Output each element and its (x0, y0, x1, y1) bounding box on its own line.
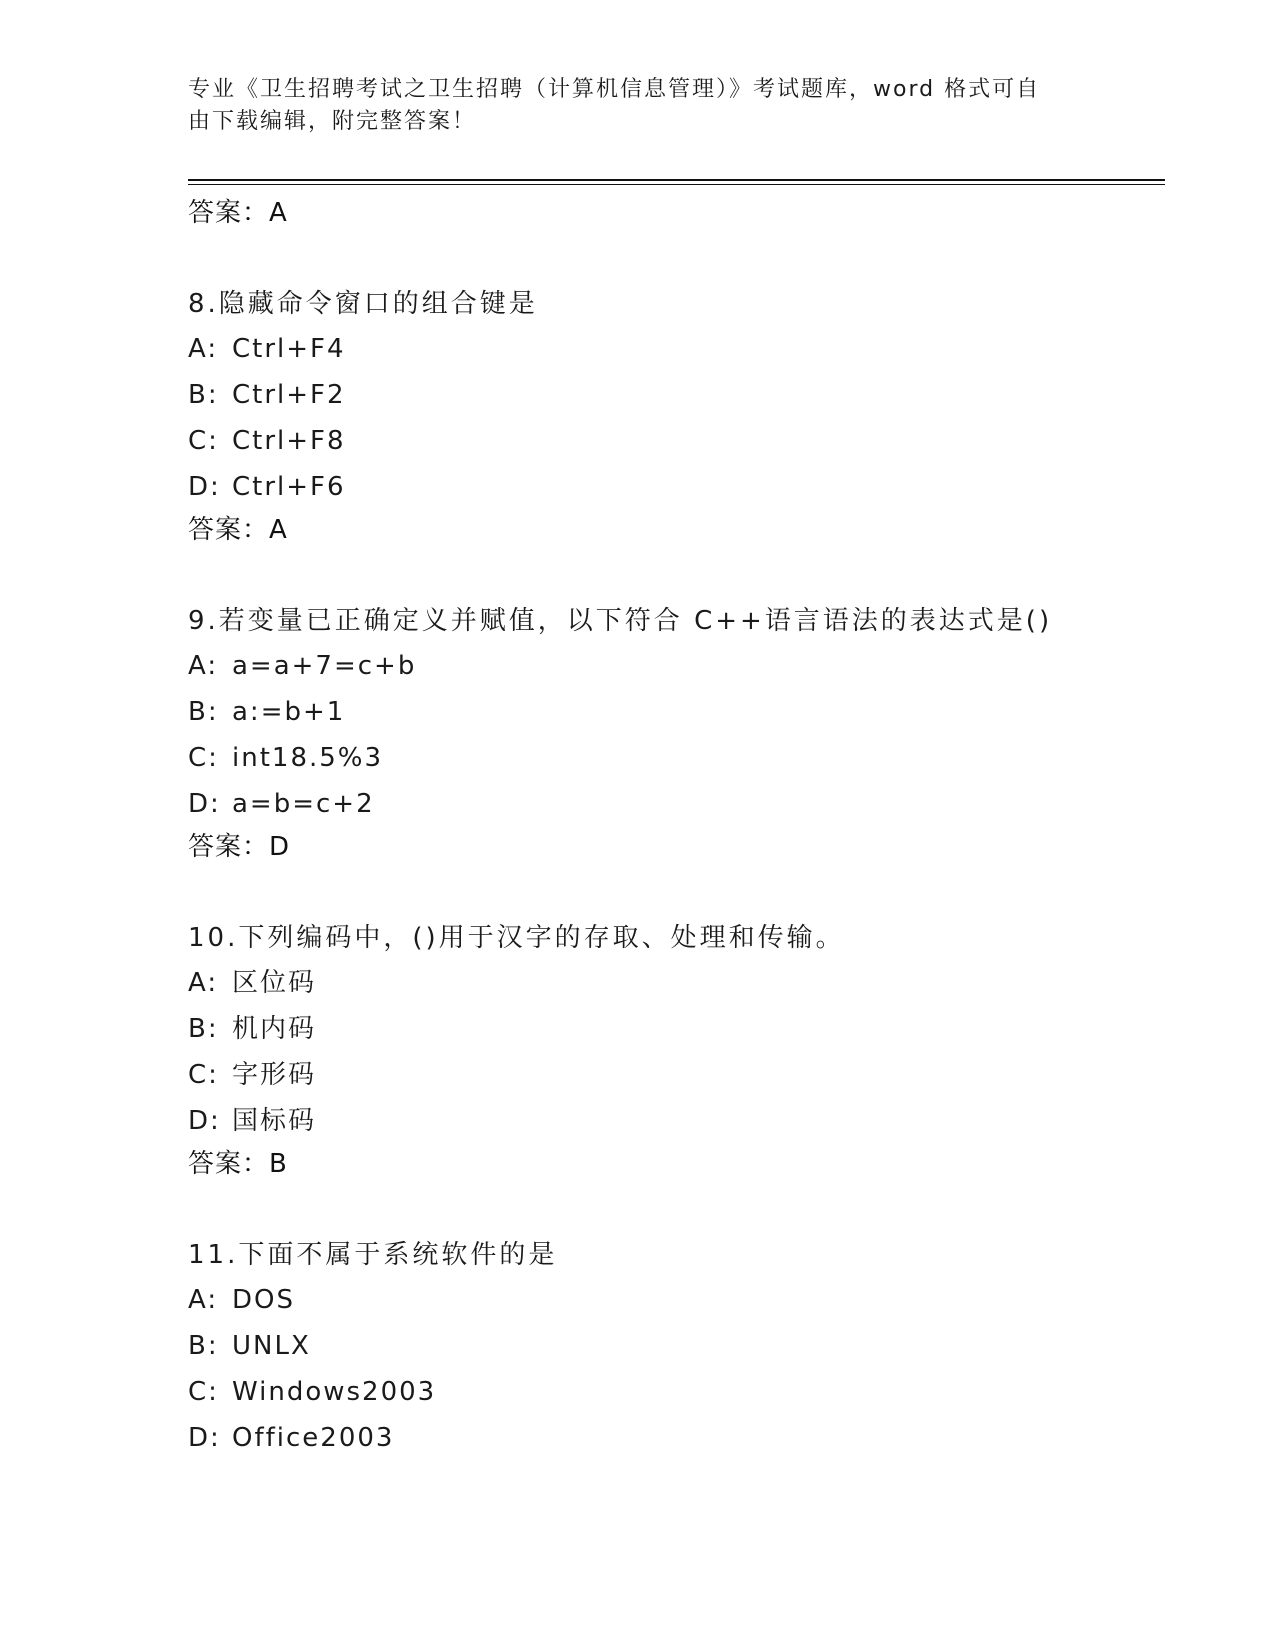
option-text: Ctrl+F4 (232, 334, 346, 364)
option-text: 机内码 (232, 1014, 317, 1044)
option-key: D: (188, 1106, 221, 1136)
option-text: Windows2003 (232, 1377, 437, 1407)
option-key: C: (188, 743, 219, 773)
option-a (188, 1277, 1168, 1323)
option-a (188, 960, 1168, 1006)
option-b (188, 689, 1168, 735)
answer-value: D (269, 832, 291, 862)
answer-label: 答案： (188, 832, 270, 862)
header-line-1: 专业《卫生招聘考试之卫生招聘（计算机信息管理）》考试题库，word 格式可自 (188, 77, 1041, 102)
option-text: 字形码 (232, 1060, 317, 1090)
header-line-2: 由下载编辑，附完整答案！ (188, 109, 477, 134)
option-key: B: (188, 1014, 219, 1044)
option-text: a:=b+1 (232, 697, 346, 727)
question-stem: 10.下列编码中，()用于汉字的存取、处理和传输。 (188, 923, 845, 953)
option-key: B: (188, 697, 219, 727)
answer-value: A (269, 515, 288, 545)
option-text: Ctrl+F2 (232, 380, 346, 410)
option-text: Office2003 (232, 1423, 395, 1453)
answer-line (188, 193, 1168, 233)
option-c (188, 1052, 1168, 1098)
option-c (188, 1369, 1168, 1415)
option-b (188, 1006, 1168, 1052)
option-text: int18.5%3 (232, 743, 384, 773)
option-key: A: (188, 968, 219, 998)
answer-label: 答案： (188, 1149, 270, 1179)
option-key: A: (188, 651, 219, 681)
answer-label: 答案： (188, 198, 270, 228)
option-text: DOS (232, 1285, 295, 1315)
question-block (188, 284, 1168, 550)
option-text: UNLX (232, 1331, 311, 1361)
option-b (188, 372, 1168, 418)
header-divider-thin (188, 184, 1165, 185)
option-a (188, 326, 1168, 372)
header-divider-thick (188, 179, 1165, 181)
question-block (188, 918, 1168, 1184)
question-stem: 11.下面不属于系统软件的是 (188, 1240, 558, 1270)
option-key: D: (188, 789, 221, 819)
option-c (188, 735, 1168, 781)
answer-value: B (269, 1149, 288, 1179)
option-text: Ctrl+F6 (232, 472, 346, 502)
option-key: A: (188, 334, 219, 364)
option-key: C: (188, 1377, 219, 1407)
answer-line (188, 827, 1168, 867)
option-key: A: (188, 1285, 219, 1315)
answer-label: 答案： (188, 515, 270, 545)
option-d (188, 1415, 1168, 1461)
document-header (188, 74, 1088, 138)
question-block (188, 1235, 1168, 1461)
answer-line (188, 510, 1168, 550)
question-block (188, 601, 1168, 867)
document-body (188, 193, 1168, 1461)
option-text: a=a+7=c+b (232, 651, 417, 681)
answer-value: A (269, 198, 288, 228)
option-key: C: (188, 1060, 219, 1090)
option-b (188, 1323, 1168, 1369)
question-stem: 8.隐藏命令窗口的组合键是 (188, 289, 538, 319)
option-key: B: (188, 380, 219, 410)
option-key: D: (188, 472, 221, 502)
option-d (188, 1098, 1168, 1144)
option-a (188, 643, 1168, 689)
option-text: 区位码 (232, 968, 317, 998)
option-text: 国标码 (232, 1106, 317, 1136)
option-key: D: (188, 1423, 221, 1453)
option-key: B: (188, 1331, 219, 1361)
question-stem: 9.若变量已正确定义并赋值，以下符合 C++语言语法的表达式是() (188, 606, 1053, 636)
option-text: Ctrl+F8 (232, 426, 346, 456)
option-c (188, 418, 1168, 464)
option-d (188, 464, 1168, 510)
option-text: a=b=c+2 (232, 789, 375, 819)
option-d (188, 781, 1168, 827)
answer-line (188, 1144, 1168, 1184)
option-key: C: (188, 426, 219, 456)
